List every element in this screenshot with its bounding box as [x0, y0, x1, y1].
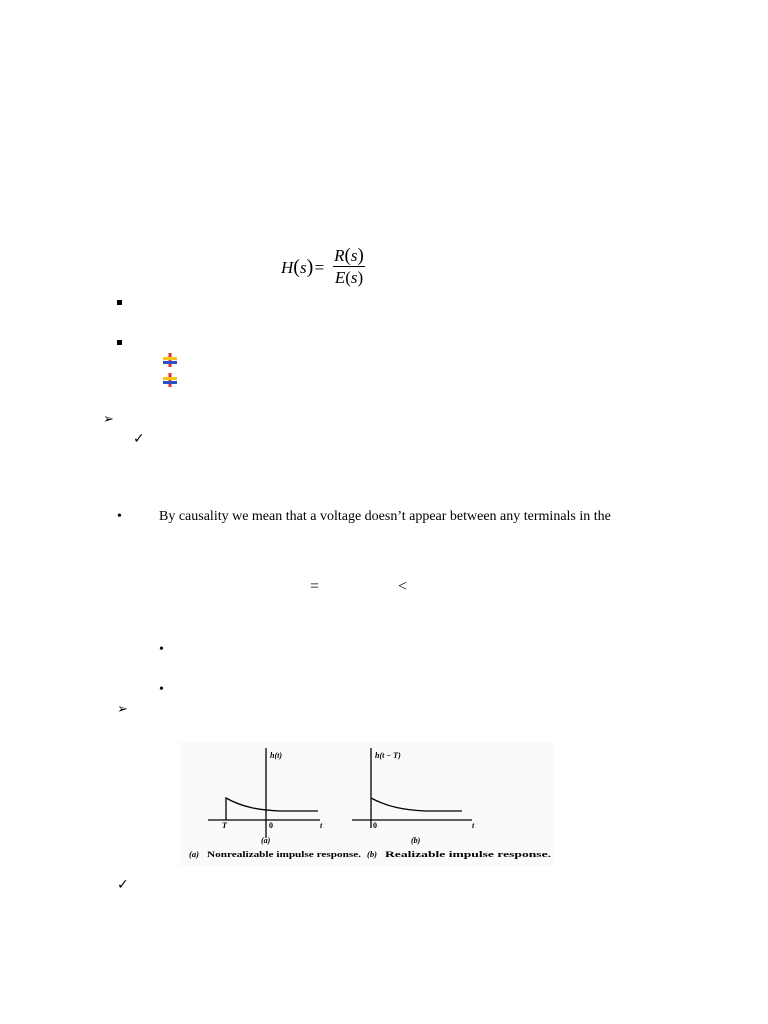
panel-a-zero-tick: 0: [269, 821, 273, 830]
equation-fraction: [333, 246, 365, 287]
eq-lhs-func: H: [281, 258, 294, 277]
panel-a-neg-tick: T: [222, 821, 227, 830]
panel-a: [208, 748, 323, 845]
eq-denominator: E(s): [334, 268, 364, 287]
impulse-response-plots: [180, 742, 554, 866]
round-bullet-1: •: [159, 642, 164, 657]
eq-den-var: s: [350, 268, 358, 287]
panel-b-letter: (b): [411, 836, 421, 845]
arrow-bullet-icon-2: ➢: [117, 702, 128, 717]
panel-b: [352, 748, 475, 845]
panel-a-x-label: t: [320, 821, 323, 830]
color-plus-bullet-icon-1: [163, 353, 177, 367]
less-than-symbol: <: [398, 578, 408, 595]
equation-lhs: H(s) =: [281, 256, 325, 278]
equals-symbol: =: [310, 578, 320, 595]
eq-numerator: R(s): [334, 245, 364, 266]
caption-b-tag: (b): [367, 849, 378, 859]
color-plus-bullet-icon-2: [163, 373, 177, 387]
figure-caption: [189, 849, 551, 859]
caption-a-text: Nonrealizable impulse response.: [207, 849, 361, 859]
square-bullet-2: [117, 340, 122, 345]
arrow-bullet-icon-1: ➢: [103, 412, 114, 427]
panel-a-response-curve: [226, 798, 318, 820]
transfer-function-equation: [281, 246, 371, 288]
eq-den-func: E: [334, 268, 346, 287]
causality-text: By causality we mean that a voltage doesn’t appear between any terminals in the: [159, 509, 611, 524]
round-bullet-2: •: [159, 682, 164, 697]
eq-equals: =: [314, 258, 325, 277]
eq-fraction-bar: [333, 266, 365, 267]
panel-b-zero-tick: 0: [373, 821, 377, 830]
panel-a-letter: (a): [261, 836, 271, 845]
check-bullet-icon-1: ✓: [133, 431, 145, 447]
eq-num-func: R: [334, 246, 345, 265]
check-bullet-icon-2: ✓: [117, 877, 129, 893]
caption-a-tag: (a): [189, 849, 200, 859]
panel-b-response-curve: [371, 798, 462, 811]
panel-b-x-label: t: [472, 821, 475, 830]
eq-num-var: s: [350, 246, 358, 265]
panel-b-y-label: h(t − T): [375, 751, 401, 760]
paragraph-bullet: •: [117, 509, 122, 524]
caption-b-text: Realizable impulse response.: [385, 849, 551, 859]
impulse-response-figure: [180, 742, 554, 866]
eq-lhs-var: s: [299, 258, 307, 277]
panel-a-y-label: h(t): [270, 751, 282, 760]
square-bullet-1: [117, 300, 122, 305]
